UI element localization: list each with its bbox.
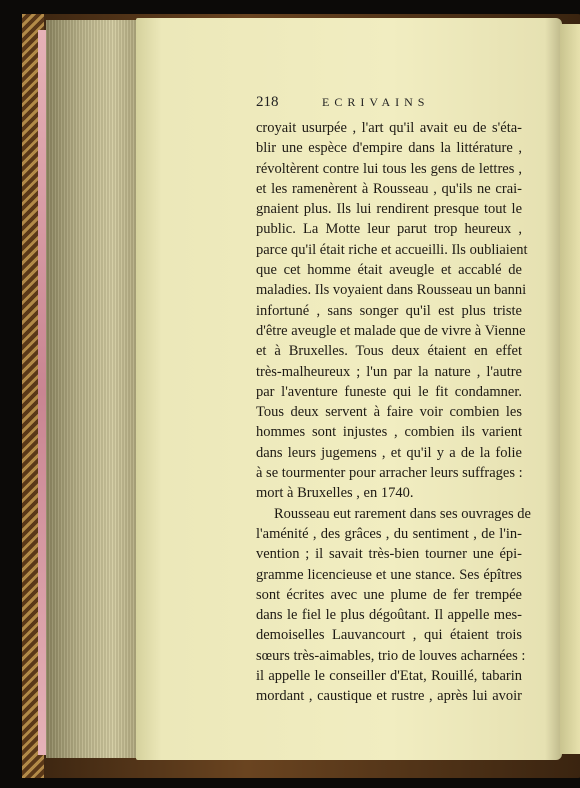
text-line: public. La Motte leur parut trop heureux ,	[256, 221, 522, 238]
text-line: révoltèrent contre lui tous les gens de lettres ,	[256, 160, 522, 177]
text-line: à se tourmenter pour arracher leurs suffrages :	[256, 465, 523, 482]
text-line: dans le fiel le plus dégoûtant. Il appelle mes-	[256, 607, 522, 624]
page-block-edge	[46, 20, 142, 758]
text-line: Tous deux servent à faire voir combien les	[256, 404, 522, 421]
text-line: l'aménité , des grâces , du sentiment , de l'in-	[256, 525, 522, 542]
running-title: ECRIVAINS	[322, 95, 430, 109]
body-text	[256, 118, 531, 707]
text-line: blir une espèce d'empire dans la littérature ,	[256, 140, 522, 157]
text-line: infortuné , sans songer qu'il est plus triste	[256, 302, 522, 319]
paragraph-1	[256, 118, 528, 504]
text-line: parce qu'il était riche et accueilli. Ils oubliaient	[256, 241, 528, 258]
text-line: gramme licencieuse et une stance. Ses épîtres	[256, 566, 522, 583]
text-line: maladies. Ils voyaient dans Rousseau un banni	[256, 282, 527, 299]
text-line: sont écrites avec une plume de fer trempée	[256, 586, 522, 603]
text-line: dans leurs jugemens , et qu'il y a de la folie	[256, 444, 522, 461]
text-line: croyait usurpée , l'art qu'il avait eu de s'éta-	[256, 120, 522, 136]
text-line: mordant , caustique et rustre , après lui avoir	[256, 688, 522, 705]
paragraph-2	[256, 504, 531, 707]
text-line: et à Bruxelles. Tous deux étaient en effet	[256, 343, 522, 360]
text-line: vention ; il savait très-bien tourner une épi-	[256, 546, 522, 563]
text-line: sœurs très-aimables, trio de louves acharnées :	[256, 647, 526, 664]
text-line: mort à Bruxelles , en 1740.	[256, 485, 414, 502]
text-line: et les ramenèrent à Rousseau , qu'ils ne crai-	[256, 180, 522, 197]
running-head	[256, 94, 526, 114]
text-line: demoiselles Lauvancourt , qui étaient trois	[256, 627, 522, 644]
text-line: Rousseau eut rarement dans ses ouvrages de	[274, 505, 531, 522]
next-page-edge	[560, 24, 580, 754]
text-line: hommes sont injustes , combien ils varient	[256, 424, 522, 441]
page-number: 218	[256, 94, 279, 110]
text-line: par l'aventure funeste qui le fit condamner.	[256, 383, 522, 400]
text-line: d'être aveugle et malade que de vivre à Vienne	[256, 322, 526, 339]
text-line: il appelle le conseiller d'Etat, Rouillé, tabarin	[256, 668, 522, 685]
text-line: que cet homme était aveugle et accablé de	[256, 262, 522, 279]
text-line: gnaient plus. Ils lui rendirent presque tout le	[256, 201, 522, 218]
text-line: très-malheureux ; l'un par la nature , l'autre	[256, 363, 522, 380]
